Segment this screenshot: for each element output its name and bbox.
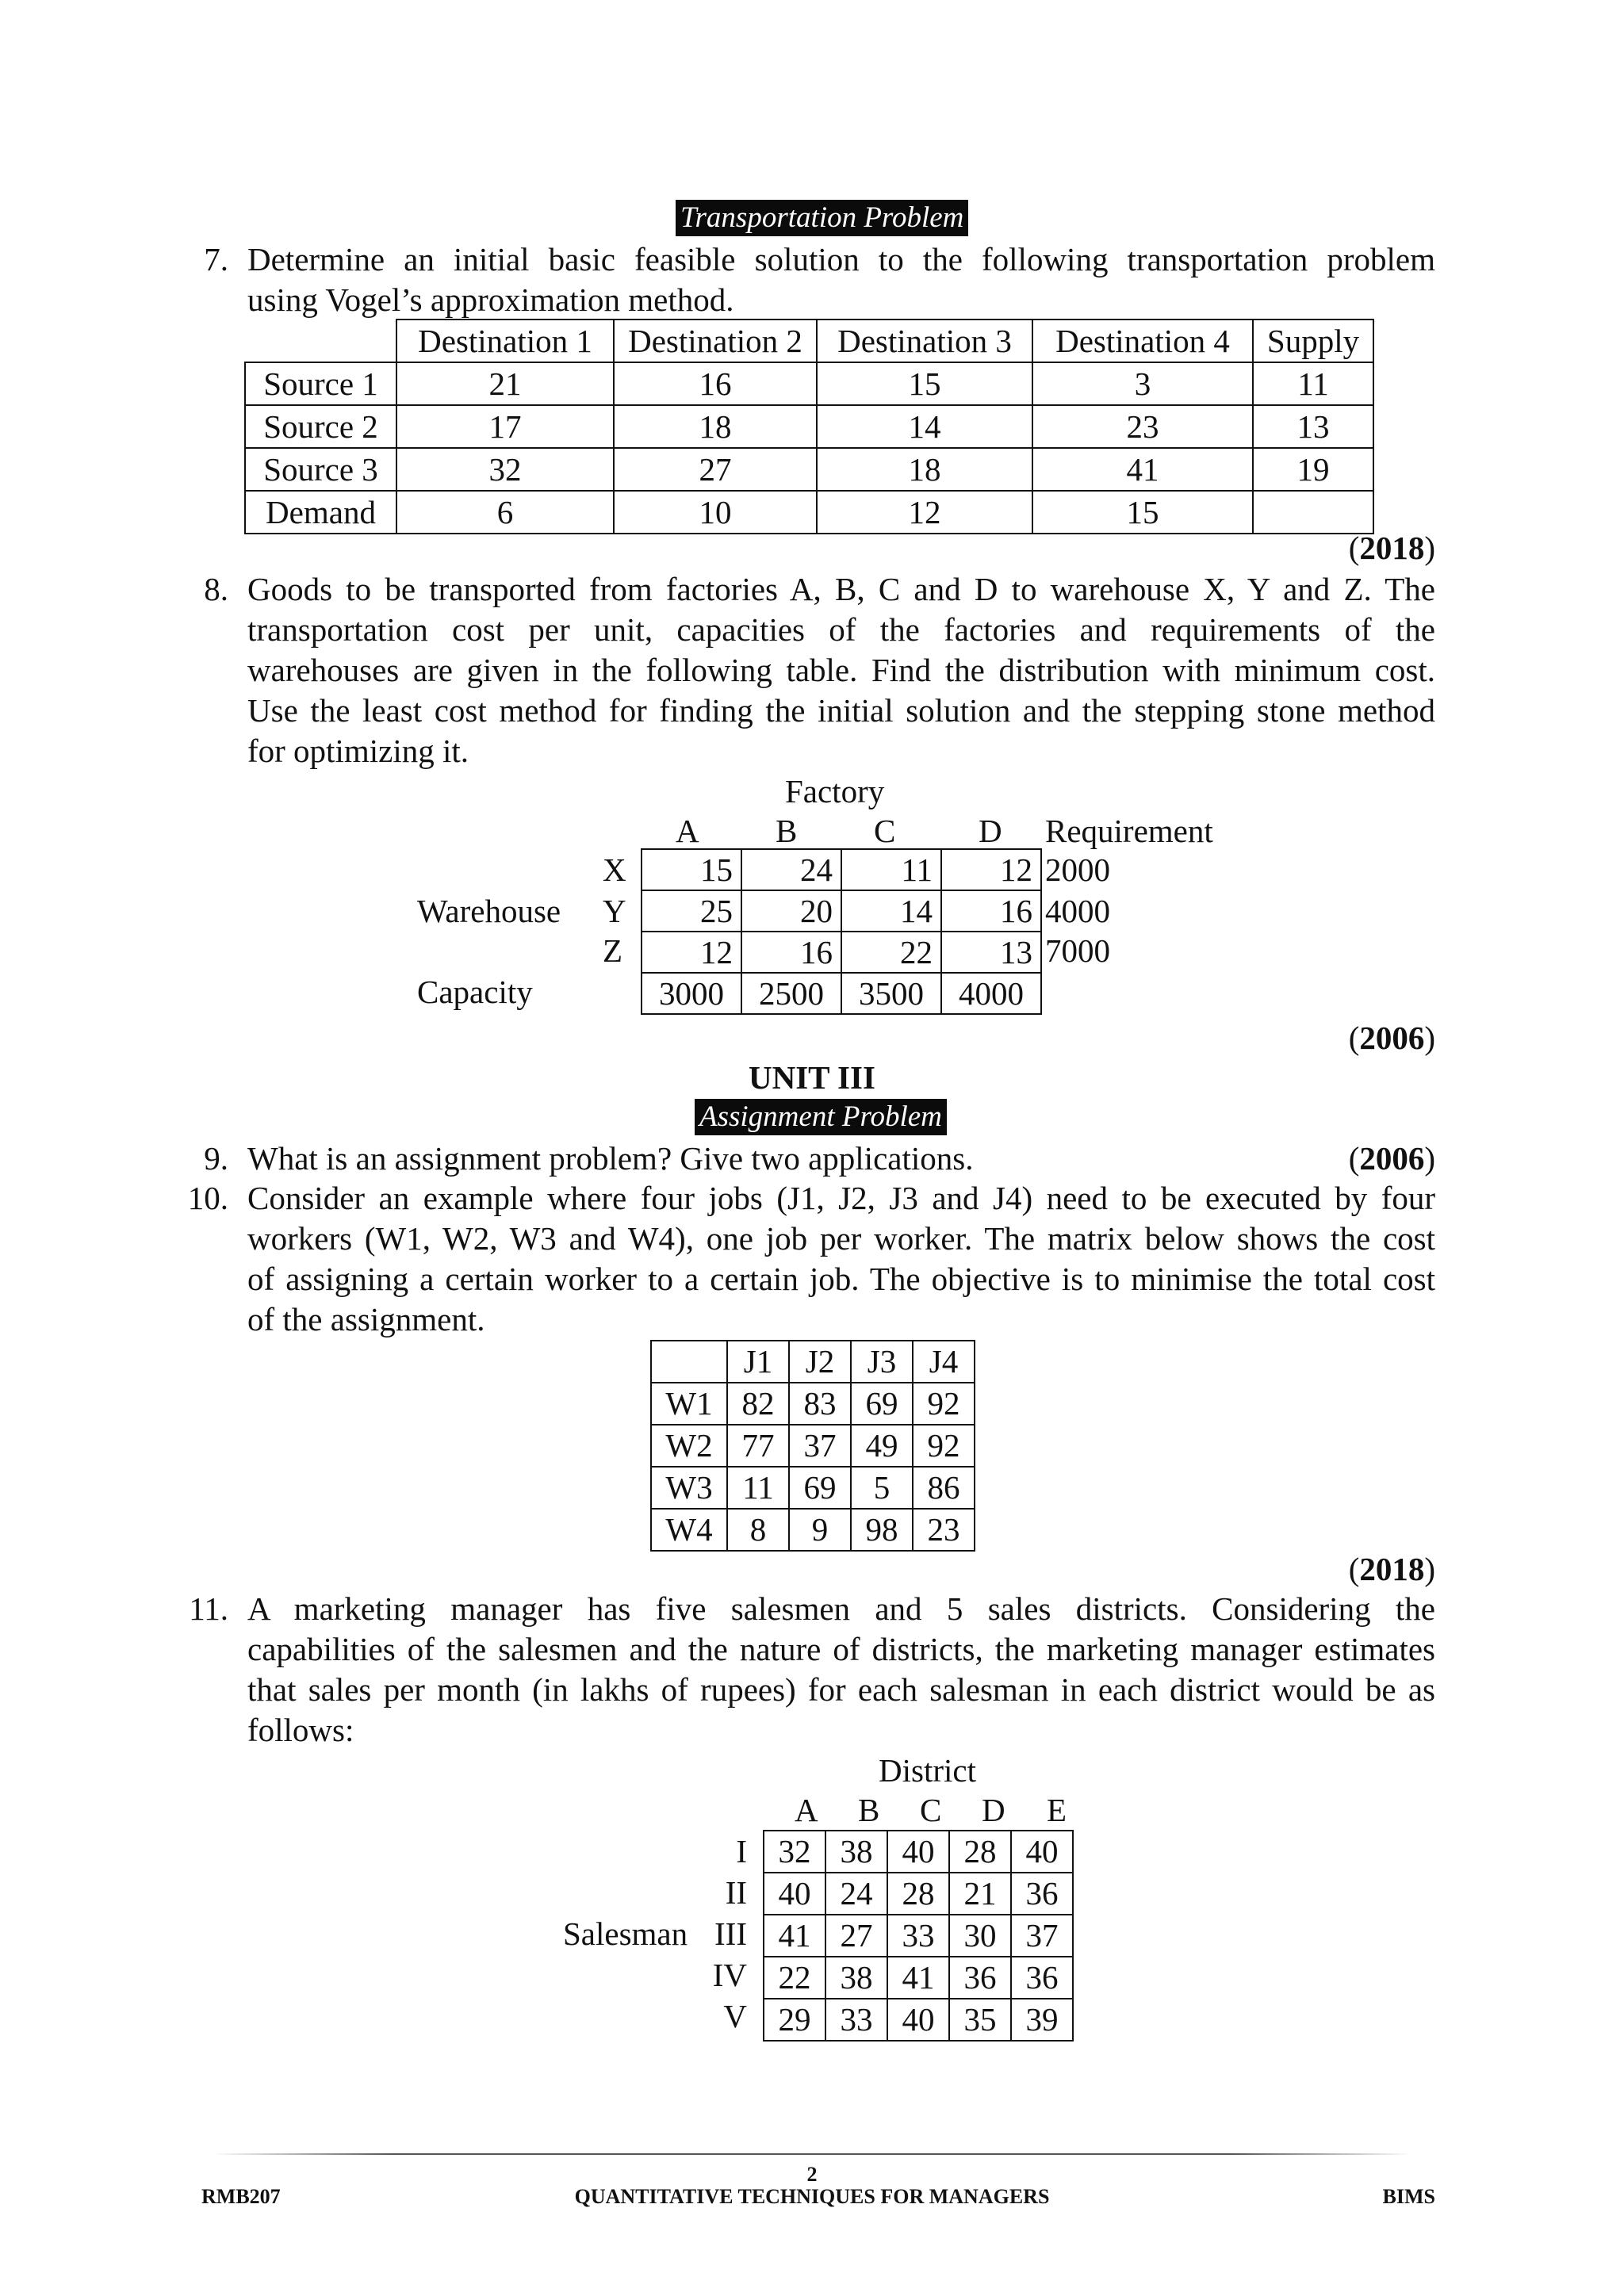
table-cell: 30	[949, 1915, 1011, 1957]
table-cell: 18	[817, 448, 1032, 491]
table-cell: 14	[817, 405, 1032, 448]
table-cell: 82	[727, 1383, 789, 1425]
q11-line-2: capabilities of the salesmen and the nature of districts, the marketing manager estimates	[247, 1631, 1435, 1667]
question-number-11: 11.	[189, 1590, 228, 1627]
footer-divider	[213, 2153, 1411, 2155]
q8-line-5: for optimizing it.	[247, 733, 469, 769]
q10-year: (2018)	[1348, 1551, 1435, 1587]
table-cell: 35	[949, 1999, 1011, 2041]
column-header: E	[1047, 1792, 1067, 1828]
table-cell: 16	[741, 932, 841, 973]
table-header-cell: J3	[851, 1341, 913, 1383]
table-cell: 37	[789, 1425, 851, 1467]
section-banner-transportation: Transportation Problem	[676, 200, 968, 236]
table-cell: 27	[614, 448, 817, 491]
column-header: B	[858, 1792, 880, 1828]
district-label: District	[879, 1752, 976, 1789]
page-number: 2	[806, 2163, 818, 2186]
course-title: QUANTITATIVE TECHNIQUES FOR MANAGERS	[574, 2185, 1050, 2208]
institute-name: BIMS	[1382, 2185, 1435, 2208]
table-header-cell: Destination 3	[817, 320, 1032, 362]
table-row	[764, 1999, 1073, 2041]
table-cell: 16	[941, 890, 1041, 932]
table-row-label: Source 3	[245, 448, 396, 491]
requirement-value: 4000	[1045, 893, 1110, 929]
table-cell: 10	[614, 491, 817, 534]
table-cell: 38	[825, 1831, 887, 1873]
q10-line-1: Consider an example where four jobs (J1, J2, J3 and J4) need to be executed by four	[247, 1180, 1435, 1216]
table-cell: 3	[1032, 362, 1253, 405]
q10-line-2: workers (W1, W2, W3 and W4), one job per worker. The matrix below shows the cost	[247, 1220, 1435, 1257]
table-cell: 9	[789, 1509, 851, 1551]
section-banner-assignment: Assignment Problem	[695, 1099, 947, 1135]
table-cell: 41	[1032, 448, 1253, 491]
table-cell: 23	[1032, 405, 1253, 448]
table-cell: 18	[614, 405, 817, 448]
table-cell: 8	[727, 1509, 789, 1551]
question-number-9: 9.	[204, 1140, 228, 1177]
table-cell: 27	[825, 1915, 887, 1957]
table-row	[651, 1509, 975, 1551]
year-value: 2018	[1359, 530, 1425, 566]
table-cell: 21	[396, 362, 614, 405]
table-cell: 49	[851, 1425, 913, 1467]
table-header-row	[245, 320, 1373, 362]
table-cell: 12	[642, 932, 741, 973]
q7-year: (2018)	[1348, 530, 1435, 566]
table-cell: 39	[1011, 1999, 1073, 2041]
q7-line-2: using Vogel’s approximation method.	[247, 281, 734, 318]
table-cell: 25	[642, 890, 741, 932]
unit-title: UNIT III	[749, 1059, 875, 1096]
capacity-row	[642, 973, 1041, 1014]
table-cell: 38	[825, 1957, 887, 1999]
table-cell: 32	[764, 1831, 825, 1873]
table-cell: 37	[1011, 1915, 1073, 1957]
table-cell: 11	[727, 1467, 789, 1509]
table-cell: 92	[913, 1383, 975, 1425]
table-cell: 40	[887, 1999, 949, 2041]
table-row	[245, 491, 1373, 534]
table-cell: 11	[841, 849, 941, 890]
table-cell: 13	[1253, 405, 1373, 448]
table-row	[245, 448, 1373, 491]
q8-line-2: transportation cost per unit, capacities of the factories and requirements of the	[247, 611, 1435, 648]
row-label: I	[736, 1833, 747, 1869]
table-cell: 11	[1253, 362, 1373, 405]
table-row	[642, 932, 1041, 973]
table-row	[651, 1383, 975, 1425]
q11-line-1: A marketing manager has five salesmen and 5 sales districts. Considering the	[247, 1590, 1435, 1627]
table-row	[642, 890, 1041, 932]
table-cell: 17	[396, 405, 614, 448]
table-cell: 12	[941, 849, 1041, 890]
table-row	[651, 1467, 975, 1509]
table-cell: 15	[642, 849, 741, 890]
table-cell: 13	[941, 932, 1041, 973]
table-header-cell: Destination 2	[614, 320, 817, 362]
table-cell: 41	[764, 1915, 825, 1957]
table-corner-cell	[651, 1341, 727, 1383]
column-header: D	[982, 1792, 1005, 1828]
table-row-label: Source 1	[245, 362, 396, 405]
table-cell: 15	[817, 362, 1032, 405]
table-cell: 6	[396, 491, 614, 534]
row-label: Z	[603, 932, 623, 969]
table-row-label: W4	[651, 1509, 727, 1551]
table-corner-cell	[245, 320, 396, 362]
table-row	[764, 1873, 1073, 1915]
requirement-value: 7000	[1045, 932, 1110, 969]
q11-sales-table	[763, 1830, 1074, 2042]
column-header: D	[979, 813, 1002, 849]
q10-line-3: of assigning a certain worker to a certain job. The objective is to minimise the total cost	[247, 1261, 1435, 1297]
row-label: IV	[712, 1957, 747, 1993]
table-cell: 22	[841, 932, 941, 973]
q8-line-4: Use the least cost method for finding the initial solution and the stepping stone method	[247, 692, 1435, 729]
table-cell	[1253, 491, 1373, 534]
factory-label: Factory	[785, 773, 885, 809]
table-header-cell: J4	[913, 1341, 975, 1383]
table-row-label: Demand	[245, 491, 396, 534]
table-cell: 28	[949, 1831, 1011, 1873]
question-number-7: 7.	[204, 241, 228, 277]
table-cell: 40	[764, 1873, 825, 1915]
row-label: X	[603, 851, 626, 888]
year-value: 2006	[1359, 1020, 1425, 1056]
q10-cost-matrix	[650, 1340, 975, 1552]
table-cell: 33	[887, 1915, 949, 1957]
table-row	[651, 1425, 975, 1467]
table-row	[764, 1957, 1073, 1999]
table-cell: 5	[851, 1467, 913, 1509]
table-cell: 36	[949, 1957, 1011, 1999]
table-row	[245, 362, 1373, 405]
course-code: RMB207	[201, 2185, 281, 2208]
q11-line-3: that sales per month (in lakhs of rupees) for each salesman in each district would be as	[247, 1671, 1435, 1708]
table-cell: 16	[614, 362, 817, 405]
table-cell: 36	[1011, 1957, 1073, 1999]
table-header-cell: J2	[789, 1341, 851, 1383]
capacity-cell: 2500	[741, 973, 841, 1014]
table-cell: 98	[851, 1509, 913, 1551]
column-header: A	[795, 1792, 818, 1828]
table-cell: 20	[741, 890, 841, 932]
row-label: V	[723, 1998, 747, 2034]
q8-year: (2006)	[1348, 1020, 1435, 1056]
column-header: C	[920, 1792, 942, 1828]
table-cell: 28	[887, 1873, 949, 1915]
q11-line-4: follows:	[247, 1712, 354, 1748]
table-cell: 32	[396, 448, 614, 491]
table-cell: 24	[741, 849, 841, 890]
column-header: C	[874, 813, 896, 849]
warehouse-label: Warehouse	[417, 893, 561, 929]
capacity-cell: 4000	[941, 973, 1041, 1014]
q9-text: What is an assignment problem? Give two applications.	[247, 1140, 974, 1177]
column-header: A	[676, 813, 699, 849]
q10-line-4: of the assignment.	[247, 1301, 485, 1337]
table-header-cell: J1	[727, 1341, 789, 1383]
table-cell: 40	[887, 1831, 949, 1873]
question-number-8: 8.	[204, 571, 228, 607]
table-row-label: W2	[651, 1425, 727, 1467]
column-header: B	[776, 813, 798, 849]
table-row	[642, 849, 1041, 890]
table-cell: 15	[1032, 491, 1253, 534]
table-cell: 69	[789, 1467, 851, 1509]
table-header-cell: Destination 4	[1032, 320, 1253, 362]
table-cell: 69	[851, 1383, 913, 1425]
table-header-row	[651, 1341, 975, 1383]
row-label: II	[725, 1874, 747, 1911]
table-row	[764, 1915, 1073, 1957]
requirement-value: 2000	[1045, 851, 1110, 888]
table-row	[764, 1831, 1073, 1873]
capacity-cell: 3000	[642, 973, 741, 1014]
year-value: 2006	[1359, 1140, 1425, 1177]
table-cell: 33	[825, 1999, 887, 2041]
table-cell: 29	[764, 1999, 825, 2041]
table-cell: 86	[913, 1467, 975, 1509]
q8-line-1: Goods to be transported from factories A, B, C and D to warehouse X, Y and Z. The	[247, 571, 1435, 607]
table-row-label: W3	[651, 1467, 727, 1509]
table-cell: 23	[913, 1509, 975, 1551]
q7-transportation-table	[244, 319, 1374, 534]
table-cell: 41	[887, 1957, 949, 1999]
requirement-label: Requirement	[1045, 813, 1213, 849]
table-header-cell: Supply	[1253, 320, 1373, 362]
table-row-label: Source 2	[245, 405, 396, 448]
table-cell: 19	[1253, 448, 1373, 491]
table-cell: 14	[841, 890, 941, 932]
table-row	[245, 405, 1373, 448]
table-cell: 24	[825, 1873, 887, 1915]
row-label: Y	[603, 893, 626, 929]
table-row-label: W1	[651, 1383, 727, 1425]
q7-line-1: Determine an initial basic feasible solution to the following transportation problem	[247, 241, 1435, 277]
q9-year: (2006)	[1348, 1140, 1435, 1177]
table-cell: 22	[764, 1957, 825, 1999]
row-label: III	[714, 1915, 747, 1952]
capacity-cell: 3500	[841, 973, 941, 1014]
table-cell: 83	[789, 1383, 851, 1425]
capacity-label: Capacity	[417, 974, 533, 1010]
q8-cost-table	[641, 848, 1042, 1015]
table-header-cell: Destination 1	[396, 320, 614, 362]
table-cell: 40	[1011, 1831, 1073, 1873]
year-value: 2018	[1359, 1551, 1425, 1587]
table-cell: 92	[913, 1425, 975, 1467]
question-number-10: 10.	[187, 1180, 228, 1216]
q8-line-3: warehouses are given in the following table. Find the distribution with minimum cost.	[247, 652, 1435, 688]
table-cell: 36	[1011, 1873, 1073, 1915]
table-cell: 21	[949, 1873, 1011, 1915]
table-cell: 12	[817, 491, 1032, 534]
table-cell: 77	[727, 1425, 789, 1467]
salesman-label: Salesman	[563, 1915, 688, 1952]
